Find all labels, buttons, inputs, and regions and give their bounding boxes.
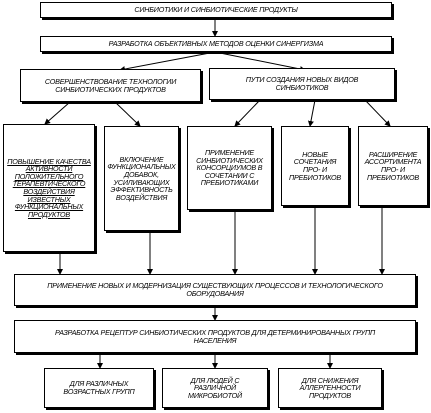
node-item-assortment: РАСШИРЕНИЕ АССОРТИМЕНТА ПРО- И ПРЕБИОТИКОВ	[358, 126, 428, 206]
node-item-functional-additives: ВКЛЮЧЕНИЕ ФУНКЦИОНАЛЬНЫХ ДОБАВОК, УСИЛИВАЮЩИХ ЭФФЕКТИВНОСТЬ ВОЗДЕЙСТВИЯ	[104, 126, 179, 231]
node-top: СИНБИОТИКИ И СИНБИОТИЧЕСКИЕ ПРОДУКТЫ	[40, 2, 392, 18]
node-new-synbiotics: ПУТИ СОЗДАНИЯ НОВЫХ ВИДОВ СИНБИОТИКОВ	[209, 68, 395, 100]
node-recipes: РАЗРАБОТКА РЕЦЕПТУР СИНБИОТИЧЕСКИХ ПРОДУКТОВ ДЛЯ ДЕТЕРМИНИРОВАННЫХ ГРУПП НАСЕЛЕНИЯ	[14, 320, 416, 353]
node-item-quality: ПОВЫШЕНИЕ КАЧЕСТВА АКТИВНОСТИ ПОЛОЖИТЕЛЬНОГО ТЕРАПЕВТИЧЕСКОГО ВОЗДЕЙСТВИЯ ИЗВЕСТНЫХ ФУНКЦИОНАЛЬНЫХ ПРОДУКТОВ	[3, 124, 95, 252]
node-technology-improvement: СОВЕРШЕНСТВОВАНИЕ ТЕХНОЛОГИИ СИНБИОТИЧЕСКИХ ПРОДУКТОВ	[20, 69, 201, 102]
node-objective-methods: РАЗРАБОТКА ОБЪЕКТИВНЫХ МЕТОДОВ ОЦЕНКИ СИНЕРГИЗМА	[40, 36, 392, 52]
node-item-consortia: ПРИМЕНЕНИЕ СИНБИОТИЧЕСКИХ КОНСОРЦИУМОВ В СОЧЕТАНИИ С ПРЕБИОТИКАМИ	[187, 126, 272, 210]
node-item-new-combinations: НОВЫЕ СОЧЕТАНИЯ ПРО- И ПРЕБИОТИКОВ	[281, 126, 349, 206]
node-modernization: ПРИМЕНЕНИЕ НОВЫХ И МОДЕРНИЗАЦИЯ СУЩЕСТВУЮЩИХ ПРОЦЕССОВ И ТЕХНОЛОГИЧЕСКОГО ОБОРУДОВАНИЯ	[14, 274, 416, 306]
node-target-age: ДЛЯ РАЗЛИЧНЫХ ВОЗРАСТНЫХ ГРУПП	[44, 368, 154, 408]
node-target-allergy: ДЛЯ СНИЖЕНИЯ АЛЛЕРГЕННОСТИ ПРОДУКТОВ	[278, 368, 382, 408]
node-target-microbiota: ДЛЯ ЛЮДЕЙ С РАЗЛИЧНОЙ МИКРОБИОТОЙ	[162, 368, 268, 408]
